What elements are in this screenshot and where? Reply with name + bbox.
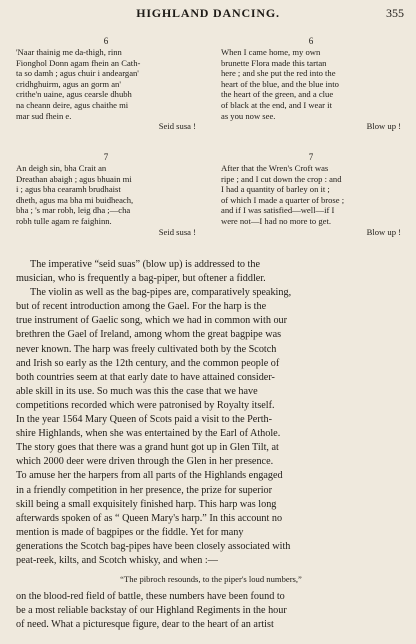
paragraph-line: The story goes that there was a grand hunt got up in Glen Tilt, at	[16, 442, 279, 454]
verse-line: robh tulle agam re faighinn.	[16, 215, 112, 226]
english-verse-6	[221, 36, 401, 132]
verse-line: ripe ; and I cut down the crop : and	[221, 173, 342, 184]
verse-refrain: Seid susa !	[158, 121, 196, 132]
paragraph-line: which 2000 deer were driven through the Glen in her presence.	[16, 456, 274, 468]
verse-line: ta so damh ; agus chuir i andeargan'	[16, 68, 139, 79]
verse-line: and if I was satisfied—well—if I	[221, 205, 335, 216]
paragraph-line: In the year 1564 Mary Queen of Scots paid a visit to the Perth-	[16, 414, 273, 426]
paragraph-line: and Irish so early as the 12th century, and the common people of	[16, 357, 280, 369]
verse-line: i ; agus bha cearamh brudhaist	[16, 184, 121, 195]
verse-line: the heart of the green, and a clue	[221, 89, 334, 100]
paragraph-line: skill being a small exquisitely finished harp. This harp was long	[16, 498, 277, 510]
paragraph-line: both countries seem at that early date to have attained consider-	[16, 371, 275, 383]
verse-line: Dreathan abaigh ; agus bhuain mi	[16, 173, 132, 184]
paragraph-line: afterwards spoken of as “ Queen Mary's harp.” In this account no	[16, 512, 283, 524]
verse-line: of black at the end, and I wear it	[221, 99, 332, 110]
verse-line: 'Naar thainig me da-thigh, rinn	[16, 47, 122, 57]
verse-line: dheth, agus ma bha mi buidheach,	[16, 194, 134, 205]
verse-line: cridhghuirm, agus an gorm an'	[16, 78, 121, 89]
verse-line: na cheann deire, agus chaithe mi	[16, 99, 129, 110]
verse-line: Fionghol Donn agam fhein an Cath-	[16, 57, 141, 68]
body-text	[16, 258, 406, 632]
english-verse-7	[221, 152, 401, 237]
verse-refrain: Seid susa !	[158, 226, 196, 237]
paragraph-line: To amuse her the harpers from all parts of the Highlands engaged	[16, 470, 283, 482]
verse-number: 7	[103, 152, 109, 162]
verse-line: I had a quantity of barley on it ;	[221, 184, 330, 195]
verse-line: bha ; 's mar robh, leig dha ;—cha	[16, 205, 131, 216]
paragraph-line: on the blood-red field of battle, these numbers have been found to	[16, 591, 285, 603]
gaelic-verse-6	[16, 36, 196, 132]
verse-line: mar sud fhein e.	[16, 110, 72, 121]
running-title: HIGHLAND DANCING.	[136, 6, 280, 20]
paragraph-line: The violin as well as the bag-pipes are, comparatively speaking,	[30, 287, 292, 299]
verse-line: were not—I had no more to get.	[221, 215, 332, 226]
paragraph-line: never known. The harp was freely cultivated both by the Scotch	[16, 343, 277, 355]
paragraph-line: competitions recorded which were patronised by Royalty itself.	[16, 399, 275, 411]
verse-line: When I came home, my own	[221, 47, 321, 57]
verse-line: heart of the blue, and the blue into	[221, 78, 339, 89]
paragraph-line: true instrument of Gaelic song, which we had in common with our	[16, 315, 288, 327]
verse-line: here ; and she put the red into the	[221, 68, 336, 79]
paragraph-line: mention is made of bagpipes or the fiddle. Yet for many	[16, 526, 244, 538]
verse-number: 6	[308, 36, 314, 46]
paragraph-line: in a friendly competition in her presence, the prize for superior	[16, 484, 273, 496]
verse-line: of which I made a quarter of brose ;	[221, 194, 345, 205]
paragraph-line: generations the Scotch bag-pipes have been closely associated with	[16, 540, 291, 552]
paragraph-line: musician, who is frequently a bag-piper, but oftener a fiddler.	[16, 273, 266, 285]
running-header	[0, 6, 416, 22]
verse-refrain: Blow up !	[366, 226, 401, 237]
paragraph-line: The imperative “seid suas” (blow up) is addressed to the	[30, 259, 260, 270]
paragraph-line: brethren the Gael of Ireland, among whom the great bagpipe was	[16, 329, 282, 341]
paragraph-line: able skill in its use. So much was this the case that we have	[16, 385, 258, 397]
verse-line: as you now see.	[221, 110, 276, 121]
verse-number: 6	[103, 36, 109, 46]
verse-line: crithe'n uaine, agus cearsle dhubh	[16, 89, 132, 100]
paragraph-line: be a most reliable backstay of our Highland Regiments in the hour	[16, 605, 287, 617]
verse-line: brunette Flora made this tartan	[221, 57, 327, 68]
paragraph-line: but of recent introduction among the Gael. For the harp is the	[16, 301, 267, 313]
paragraph-line: peat-reek, kilts, and Scotch whisky, and when :—	[16, 554, 218, 566]
paragraph-line: shire Highlands, when she was entertained by the Earl of Athole.	[16, 428, 281, 440]
verse-line: After that the Wren's Croft was	[221, 163, 329, 173]
paragraph-line: of need. What a picturesque figure, dear to the heart of an artist	[16, 619, 274, 631]
verse-refrain: Blow up !	[366, 121, 401, 132]
verse-number: 7	[308, 152, 314, 162]
verse-line: An deigh sin, bha Crait an	[16, 163, 107, 173]
verse-quotation: “The pibroch resounds, to the piper's loud numbers,”	[120, 574, 302, 585]
gaelic-verse-7	[16, 152, 196, 237]
page-number: 355	[386, 6, 404, 20]
